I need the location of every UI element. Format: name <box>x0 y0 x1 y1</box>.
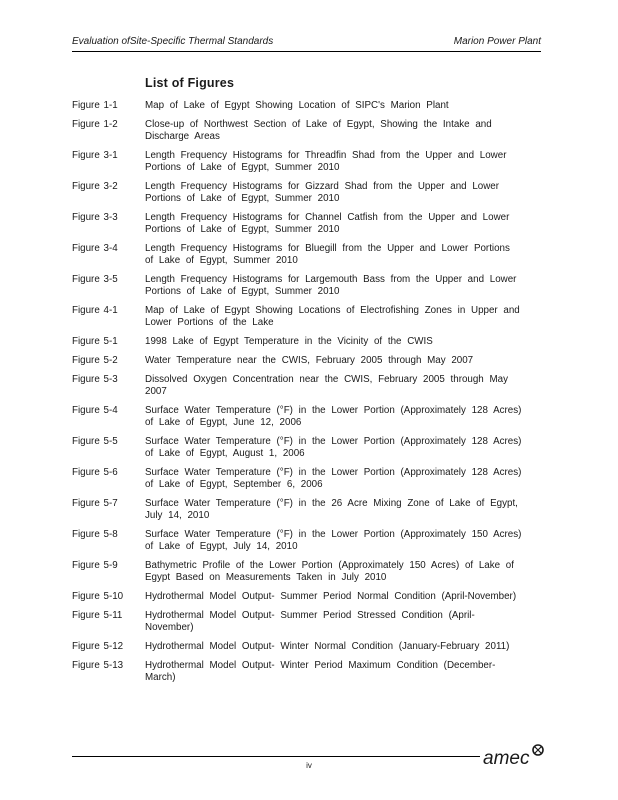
figure-label: Figure 5-6 <box>72 467 118 478</box>
figure-entry <box>72 405 522 429</box>
figure-label: Figure 3-1 <box>72 150 118 161</box>
figure-caption: Hydrothermal Model Output- Winter Normal Condition (January-February 2011) <box>145 641 510 652</box>
figure-entry <box>72 560 522 584</box>
figure-label: Figure 5-1 <box>72 336 118 347</box>
figure-entry <box>72 641 522 653</box>
figure-entry <box>72 100 522 112</box>
footer-rule <box>72 756 480 757</box>
figure-caption: Hydrothermal Model Output- Summer Period Normal Condition (April-November) <box>145 591 517 602</box>
figure-entry <box>72 212 522 236</box>
figure-caption: Surface Water Temperature (°F) in the Lower Portion (Approximately 128 Acres) of Lake of Egypt, September 6, 2006 <box>145 467 522 490</box>
figure-entry <box>72 274 522 298</box>
figure-label: Figure 5-10 <box>72 591 124 602</box>
figure-caption: 1998 Lake of Egypt Temperature in the Vicinity of the CWIS <box>145 336 433 347</box>
figure-entry <box>72 467 522 491</box>
figure-entry <box>72 374 522 398</box>
figure-caption: Hydrothermal Model Output- Summer Period Stressed Condition (April-November) <box>145 610 475 633</box>
figure-caption: Surface Water Temperature (°F) in the Lower Portion (Approximately 128 Acres) of Lake of Egypt, August 1, 2006 <box>145 436 522 459</box>
figure-label: Figure 5-5 <box>72 436 118 447</box>
figure-caption: Length Frequency Histograms for Largemouth Bass from the Upper and Lower Portions of Lake of Egypt, Summer 2010 <box>145 274 517 297</box>
amec-logo-mark-icon <box>533 745 543 755</box>
figure-caption: Close-up of Northwest Section of Lake of Egypt, Showing the Intake and Discharge Areas <box>145 119 492 142</box>
figure-caption: Length Frequency Histograms for Bluegill from the Upper and Lower Portions of Lake of Egypt, Summer 2010 <box>145 243 510 266</box>
figure-entry <box>72 529 522 553</box>
figure-entry <box>72 243 522 267</box>
figure-entry <box>72 436 522 460</box>
figure-caption: Surface Water Temperature (°F) in the Lower Portion (Approximately 128 Acres) of Lake of Egypt, June 12, 2006 <box>145 405 522 428</box>
figure-caption: Water Temperature near the CWIS, February 2005 through May 2007 <box>145 355 474 366</box>
header-document-title: Evaluation ofSite-Specific Thermal Standards <box>72 36 274 47</box>
figure-list <box>72 100 522 691</box>
figure-entry <box>72 336 522 348</box>
figure-entry <box>72 150 522 174</box>
figure-label: Figure 3-5 <box>72 274 118 285</box>
figure-label: Figure 5-4 <box>72 405 118 416</box>
figure-entry <box>72 305 522 329</box>
figure-entry <box>72 610 522 634</box>
header-plant-name: Marion Power Plant <box>453 36 541 47</box>
figure-caption: Hydrothermal Model Output- Winter Period Maximum Condition (December-March) <box>145 660 496 683</box>
figure-label: Figure 5-11 <box>72 610 123 621</box>
figure-caption: Map of Lake of Egypt Showing Locations of Electrofishing Zones in Upper and Lower Portions of the Lake <box>145 305 520 328</box>
page-title: List of Figures <box>145 76 235 90</box>
figure-label: Figure 3-4 <box>72 243 118 254</box>
header-rule <box>72 51 541 52</box>
figure-entry <box>72 660 522 684</box>
figure-label: Figure 5-12 <box>72 641 124 652</box>
figure-entry <box>72 498 522 522</box>
figure-label: Figure 1-2 <box>72 119 118 130</box>
page-header <box>72 36 541 50</box>
figure-label: Figure 5-3 <box>72 374 118 385</box>
figure-label: Figure 4-1 <box>72 305 118 316</box>
amec-logo <box>482 744 546 768</box>
figure-caption: Length Frequency Histograms for Threadfin Shad from the Upper and Lower Portions of Lake of Egypt, Summer 2010 <box>145 150 507 173</box>
figure-entry <box>72 119 522 143</box>
figure-label: Figure 5-9 <box>72 560 118 571</box>
figure-caption: Bathymetric Profile of the Lower Portion (Approximately 150 Acres) of Lake of Egypt Based on Measurements Taken in July 2010 <box>145 560 514 583</box>
figure-label: Figure 5-2 <box>72 355 118 366</box>
figure-entry <box>72 591 522 603</box>
figure-caption: Dissolved Oxygen Concentration near the CWIS, February 2005 through May 2007 <box>145 374 508 397</box>
figure-label: Figure 3-2 <box>72 181 118 192</box>
figure-caption: Map of Lake of Egypt Showing Location of SIPC's Marion Plant <box>145 100 449 111</box>
figure-label: Figure 5-7 <box>72 498 118 509</box>
figure-entry <box>72 181 522 205</box>
figure-entry <box>72 355 522 367</box>
figure-label: Figure 3-3 <box>72 212 118 223</box>
page-number: iv <box>306 761 312 770</box>
amec-logo-text: amec <box>483 748 530 768</box>
figure-label: Figure 5-13 <box>72 660 124 671</box>
figure-label: Figure 1-1 <box>72 100 118 111</box>
figure-caption: Length Frequency Histograms for Gizzard Shad from the Upper and Lower Portions of Lake of Egypt, Summer 2010 <box>145 181 500 204</box>
figure-caption: Surface Water Temperature (°F) in the 26 Acre Mixing Zone of Lake of Egypt, July 14, 2010 <box>145 498 518 521</box>
figure-caption: Surface Water Temperature (°F) in the Lower Portion (Approximately 150 Acres) of Lake of Egypt, July 14, 2010 <box>145 529 522 552</box>
figure-caption: Length Frequency Histograms for Channel Catfish from the Upper and Lower Portions of Lake of Egypt, Summer 2010 <box>145 212 510 235</box>
figure-label: Figure 5-8 <box>72 529 118 540</box>
